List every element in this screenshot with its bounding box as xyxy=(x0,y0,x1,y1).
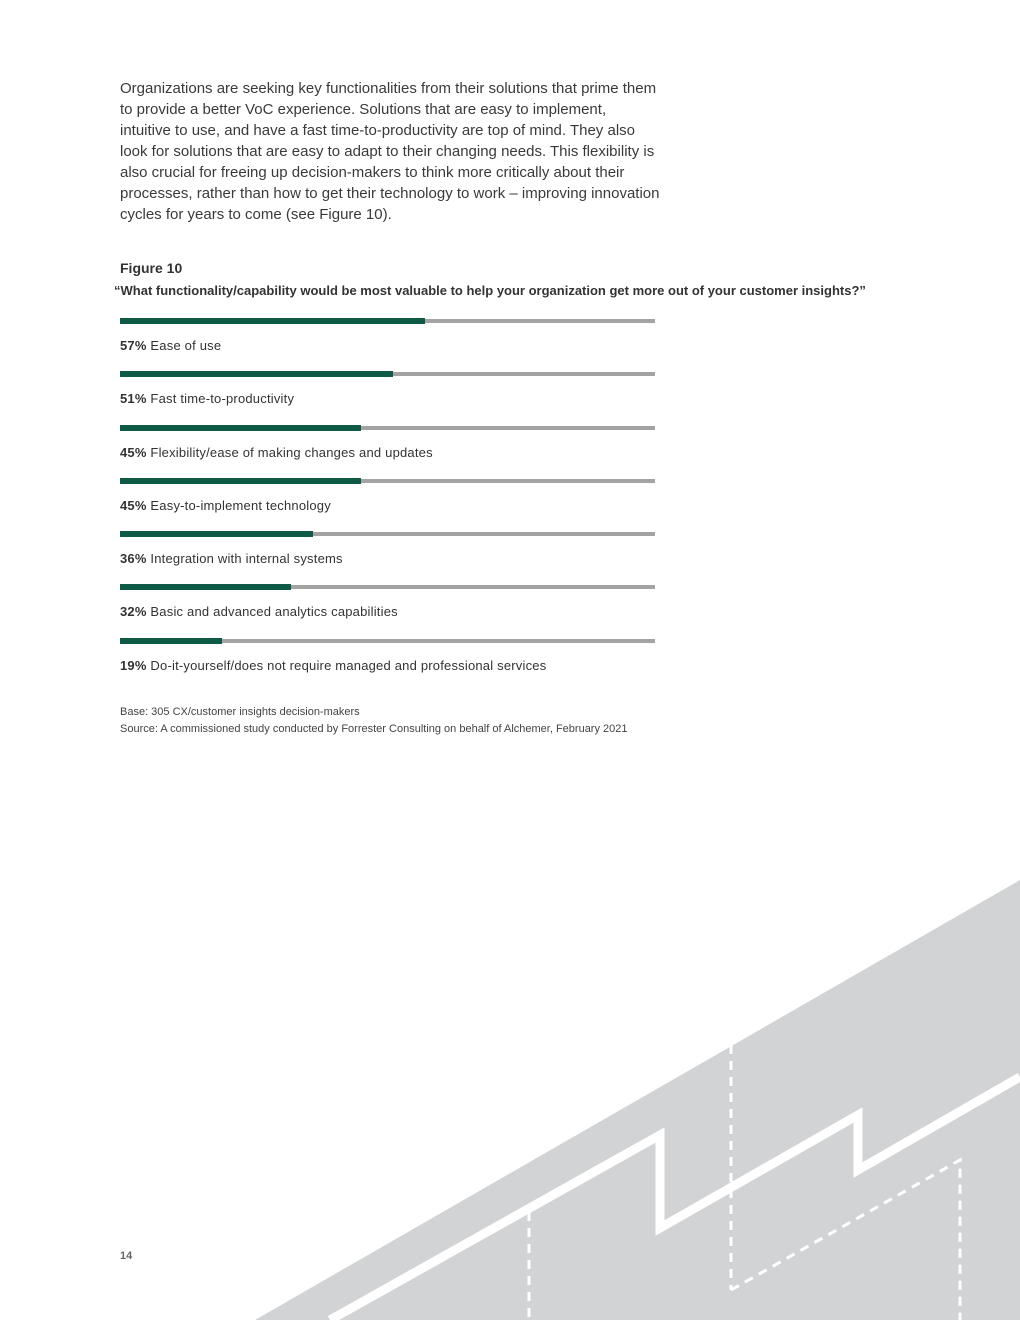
bar-category-label: Flexibility/ease of making changes and updates xyxy=(146,444,433,460)
source-note: Source: A commissioned study conducted by Forrester Consulting on behalf of Alchemer, February 2021 xyxy=(120,723,628,735)
bar-label xyxy=(120,604,398,619)
intro-paragraph: Organizations are seeking key functionalities from their solutions that prime them to provide a better VoC experience. Solutions that are easy to implement, intuitive to use, and have a fast time-to-productivity are top of mind. They also look for solutions that are easy to adapt to their changing needs. This flexibility is also crucial for freeing up decision-makers to think more critically about their processes, rather than how to get their technology to work – improving innovation cycles for years to come (see Figure 10). xyxy=(120,80,660,223)
bar-fill xyxy=(120,371,393,377)
bar-chart xyxy=(120,316,655,689)
bar-fill xyxy=(120,425,361,431)
bar-value-label: 19% xyxy=(120,657,147,673)
bar-value-label: 32% xyxy=(120,604,147,620)
base-note: Base: 305 CX/customer insights decision-makers xyxy=(120,706,360,718)
bar-row xyxy=(120,582,655,635)
bar-row xyxy=(120,529,655,582)
bar-value-label: 57% xyxy=(120,338,147,353)
bar-row xyxy=(120,636,655,689)
bar-category-label: Fast time-to-productivity xyxy=(146,391,295,407)
bar-label xyxy=(120,445,433,460)
bar-row xyxy=(120,316,655,369)
bar-row xyxy=(120,423,655,476)
bar-category-label: Integration with internal systems xyxy=(146,551,343,567)
bar-category-label: Basic and advanced analytics capabilities xyxy=(146,604,398,620)
bar-value-label: 51% xyxy=(120,391,147,407)
chart-notes xyxy=(120,704,628,738)
figure-label: Figure 10 xyxy=(120,260,183,276)
bar-fill xyxy=(120,531,313,537)
bar-category-label: Ease of use xyxy=(146,338,222,353)
bar-label xyxy=(120,498,331,513)
bar-category-label: Easy-to-implement technology xyxy=(146,497,331,513)
bar-label xyxy=(120,658,546,673)
bar-row xyxy=(120,476,655,529)
decor-gray-band xyxy=(255,880,1020,1320)
bar-category-label: Do-it-yourself/does not require managed and professional services xyxy=(146,657,547,673)
bar-label xyxy=(120,338,221,353)
page-number: 14 xyxy=(120,1250,133,1262)
bar-row xyxy=(120,369,655,422)
bar-fill xyxy=(120,584,291,590)
bar-fill xyxy=(120,478,361,484)
figure-question: “What functionality/capability would be most valuable to help your organization get more out of your customer insights?” xyxy=(114,283,866,298)
bar-value-label: 36% xyxy=(120,551,147,567)
bar-value-label: 45% xyxy=(120,497,147,513)
bar-fill xyxy=(120,638,222,644)
bar-label xyxy=(120,551,343,566)
bar-fill xyxy=(120,318,425,324)
bar-label xyxy=(120,391,294,406)
bar-value-label: 45% xyxy=(120,444,147,460)
